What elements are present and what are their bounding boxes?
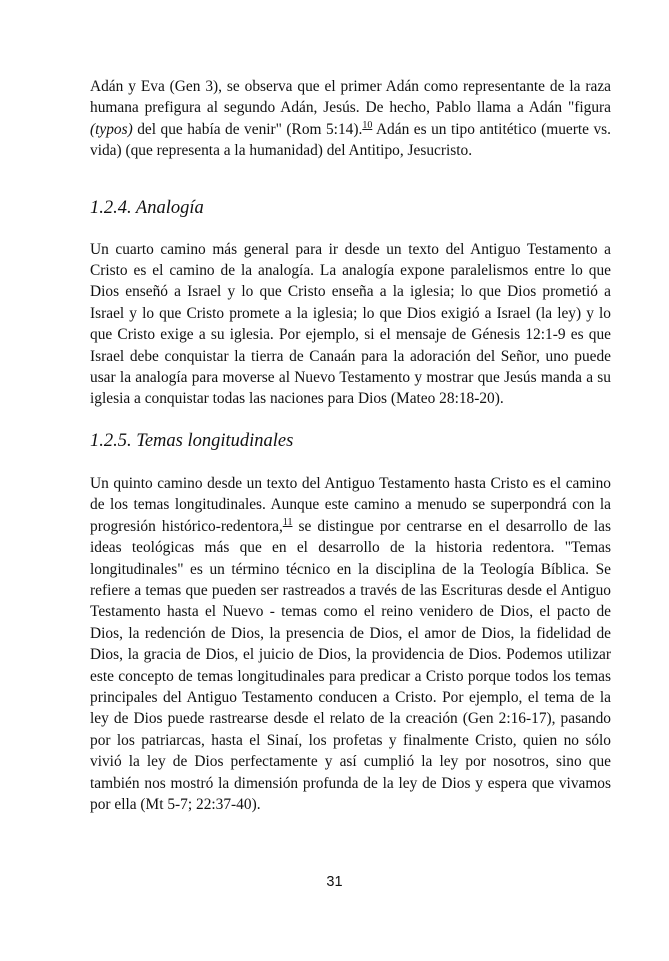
paragraph-adan-tipo — [90, 76, 611, 162]
section-heading-temas-longitudinales: 1.2.5. Temas longitudinales — [90, 430, 294, 451]
paragraph-text: Un quinto camino desde un texto del Antiguo Testamento hasta Cristo es el camino de los temas longitudinales. Aunque este camino a menudo se superpondrá con la progresión histórico-redentora, — [90, 474, 611, 535]
paragraph-analogia: Un cuarto camino más general para ir desde un texto del Antiguo Testamento a Cristo es el camino de la analogía. La analogía expone paralelismos entre lo que Dios enseñó a Israel y lo que Cristo enseña a la iglesia; lo que Dios prometió a Israel y lo que Cristo promete a la iglesia; lo que Dios exigió a Israel (la ley) y lo que Cristo exige a su iglesia. Por ejemplo, si el mensaje de Génesis 12:1-9 es que Israel debe conquistar la tierra de Canaán para la adoración del Señor, uno puede usar la analogía para moverse al Nuevo Testamento y mostrar que Jesús manda a su iglesia a conquistar todas las naciones para Dios (Mateo 28:18-20). — [90, 240, 611, 408]
paragraph-temas-longitudinales — [90, 473, 611, 816]
section-heading-analogia: 1.2.4. Analogía — [90, 197, 204, 218]
paragraph-text: se distingue por centrarse en el desarrollo de las ideas teológicas más que en el desarrollo de la historia redentora. "Temas longitudinales" es un término técnico en la disciplina de la Teología Bíblica. Se refiere a temas que pueden ser rastreados a través de las Escrituras desde el Antiguo Testamento hasta el Nuevo - temas como el reino venidero de Dios, el pacto de Dios, la redención de Dios, la presencia de Dios, el amor de Dios, la fidelidad de Dios, la gracia de Dios, el juicio de Dios, la providencia de Dios. Podemos utilizar este concepto de temas longitudinales para predicar a Cristo porque todos los temas principales del Antiguo Testamento conducen a Cristo. Por ejemplo, el tema de la ley de Dios puede rastrearse desde el relato de la creación (Gen 2:16-17), pasando por los patriarcas, hasta el Sinaí, los profetas y finalmente Cristo, quien no sólo vivió la ley de Dios perfectamente y así cumplió la ley por nosotros, sino que también nos mostró la dimensión profunda de la ley de Dios y espera que vivamos por ella (Mt 5-7; 22:37-40). — [90, 517, 611, 813]
footnote-link-11[interactable]: 11 — [282, 516, 293, 528]
italic-term-typos: (typos) — [90, 120, 133, 138]
document-page — [90, 62, 611, 815]
footnote-link-10[interactable]: 10 — [362, 119, 373, 131]
paragraph-text: Adán es un tipo antitético (muerte vs. vida) (que representa a la humanidad) del Antitipo, Jesucristo. — [90, 120, 611, 160]
paragraph-text: del que había de venir" (Rom 5:14). — [132, 120, 363, 138]
paragraph-text: Adán y Eva (Gen 3), se observa que el primer Adán como representante de la raza humana prefigura al segundo Adán, Jesús. De hecho, Pablo llama a Adán "figura — [90, 78, 611, 117]
page-number: 31 — [326, 874, 343, 890]
